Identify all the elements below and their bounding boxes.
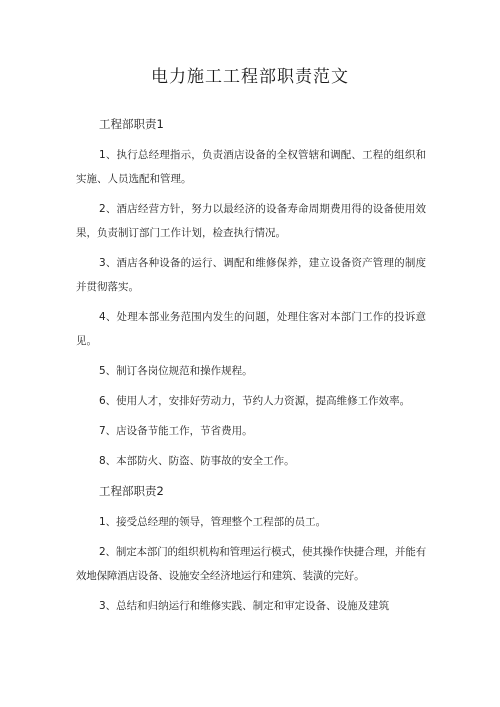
duty-item-1-5: 5、制订各岗位规范和操作规程。 — [99, 365, 253, 377]
duty-item-1-7: 7、店设备节能工作，节省费用。 — [99, 425, 253, 437]
duty-item-1-8: 8、本部防火、防盗、防事故的安全工作。 — [99, 455, 295, 467]
duty-item-2-1: 1、接受总经理的领导，管理整个工程部的员工。 — [99, 516, 327, 528]
duty-item-1-4: 4、处理本部业务范围内发生的问题，处理住客对本部门工作的投诉意见。 — [76, 311, 426, 347]
duty-item-2-2: 2、制定本部门的组织机构和管理运行模式，使其操作快捷合理，并能有效地保障酒店设备、设施安全经济地运行和建筑、装潢的完好。 — [76, 546, 426, 582]
document-title: 电力施工工程部职责范文 — [151, 67, 349, 87]
section-heading-1: 工程部职责1 — [99, 117, 164, 131]
document-body — [76, 116, 426, 624]
duty-item-1-2: 2、酒店经营方针，努力以最经济的设备寿命周期费用得的设备使用效果，负责制订部门工作计划，检查执行情况。 — [76, 203, 426, 239]
duty-item-1-6: 6、使用人才，安排好劳动力，节约人力资源，提高维修工作效率。 — [99, 395, 411, 407]
duty-item-1-3: 3、酒店各种设备的运行、调配和维修保养，建立设备资产管理的制度并贯彻落实。 — [76, 257, 426, 293]
section-heading-2: 工程部职责2 — [99, 484, 164, 498]
duty-item-2-3: 3、总结和归纳运行和维修实践、制定和审定设备、设施及建筑 — [99, 600, 390, 612]
duty-item-1-1: 1、执行总经理指示，负责酒店设备的全权管辖和调配、工程的组织和实施、人员选配和管理。 — [76, 149, 426, 185]
